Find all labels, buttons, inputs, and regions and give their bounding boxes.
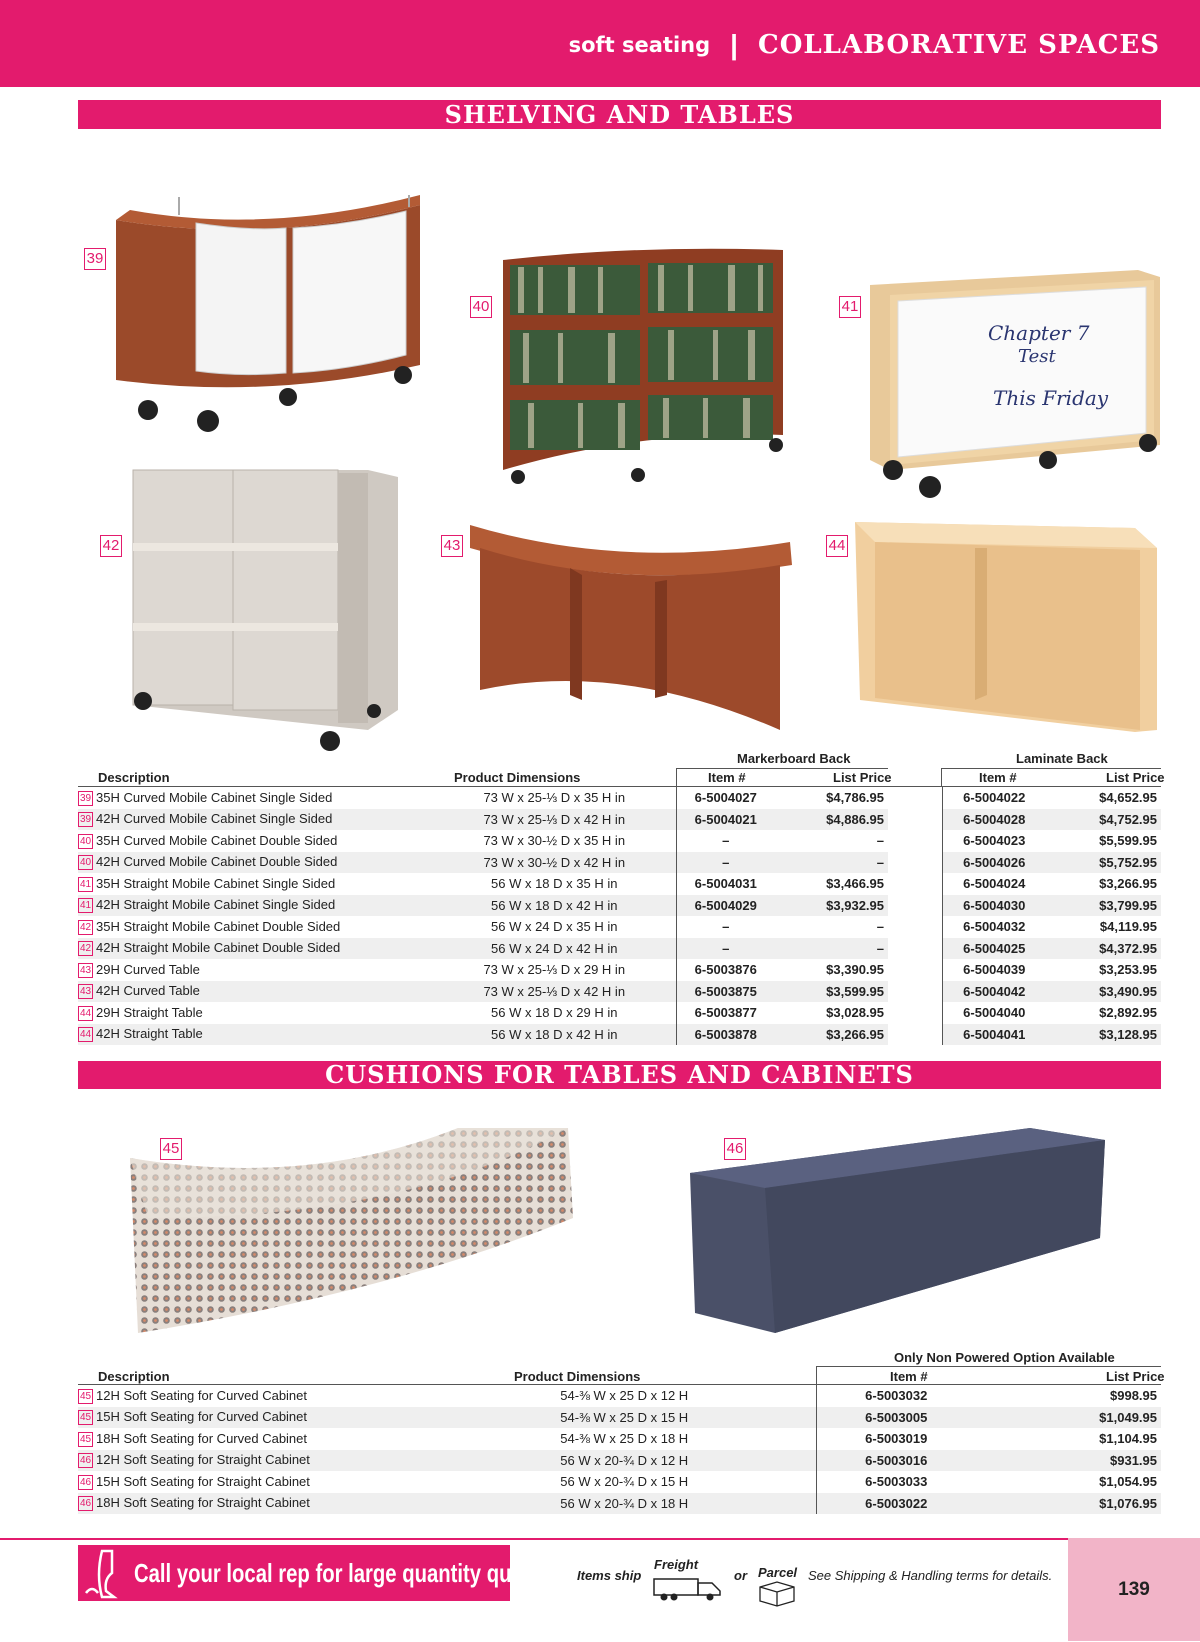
row-description-text: 42H Straight Table: [96, 1026, 203, 1042]
product-tag-43: 43: [441, 535, 463, 557]
product-image-42: [128, 465, 403, 755]
shipping-terms-note: See Shipping & Handling terms for details.: [808, 1568, 1053, 1583]
row-dimensions: 54-⅜ W x 25 D x 18 H: [560, 1431, 689, 1447]
col2-description-header: Description: [98, 1369, 170, 1384]
col2-price-header: List Price: [1106, 1369, 1165, 1384]
table-row: [78, 809, 1161, 831]
table-row: [78, 981, 1161, 1003]
row-description: [78, 1024, 433, 1046]
row-marker-price: $3,266.95: [775, 1024, 888, 1046]
row-price: $1,076.95: [976, 1493, 1161, 1515]
row-description: [78, 959, 433, 981]
row-product-number: 39: [79, 814, 92, 826]
row-description: [78, 1385, 433, 1407]
row-price: $1,054.95: [1099, 1474, 1157, 1490]
product-image-41: [868, 265, 1168, 500]
row-laminate-price: $3,799.95: [1046, 895, 1161, 917]
row-description: [78, 1493, 433, 1515]
table-row: [78, 830, 1161, 852]
row-marker-price: $3,466.95: [826, 876, 884, 892]
row-gap: [888, 916, 942, 938]
freight-truck-icon: [650, 1573, 730, 1603]
row-description: [78, 916, 433, 938]
laminate-back-header: Laminate Back: [1016, 751, 1108, 766]
table-row: [78, 938, 1161, 960]
row-product-number: 39: [79, 792, 92, 804]
row-description-text: 18H Soft Seating for Curved Cabinet: [96, 1430, 308, 1446]
row-description-text: 35H Curved Mobile Cabinet Single Sided: [96, 789, 333, 805]
product-tag-44: 44: [826, 535, 848, 557]
row-gap: [888, 852, 942, 874]
col2-dimensions-header: Product Dimensions: [514, 1369, 641, 1384]
markerboard-back-header: Markerboard Back: [737, 751, 851, 766]
row-gap: [888, 895, 942, 917]
row-laminate-item: 6-5004039: [942, 959, 1046, 981]
or-label: or: [734, 1568, 747, 1583]
markerboard-header-rule: [676, 768, 888, 769]
row-description: [78, 1471, 433, 1493]
row-dimensions: 73 W x 25-⅓ D x 42 H in: [433, 809, 676, 831]
row-product-number: 43: [79, 964, 92, 976]
row-description-text: 15H Soft Seating for Straight Cabinet: [96, 1473, 310, 1489]
row-marker-item: 6-5003875: [676, 981, 775, 1003]
row-laminate-item: 6-5004042: [942, 981, 1046, 1003]
row-description-text: 35H Straight Mobile Cabinet Double Sided: [96, 918, 341, 934]
row-marker-item: –: [676, 938, 775, 960]
freight-label: Freight: [654, 1557, 699, 1572]
section-title-cushions: CUSHIONS FOR TABLES AND CABINETS: [78, 1061, 1161, 1089]
row-gap: [888, 873, 942, 895]
row-dimensions: 54-⅜ W x 25 D x 15 H: [433, 1407, 816, 1429]
row-laminate-item: 6-5004022: [942, 787, 1046, 809]
table-row: [78, 1407, 1161, 1429]
row-gap: [888, 981, 942, 1003]
page-header-bar: [0, 0, 1200, 87]
row-laminate-item: 6-5004030: [942, 895, 1046, 917]
row-marker-price: –: [775, 852, 888, 874]
page-number: 139: [1118, 1579, 1150, 1600]
row-price: $998.95: [1110, 1388, 1157, 1404]
row-description: [78, 938, 433, 960]
row-marker-item: 6-5004027: [676, 787, 775, 809]
non-powered-header: Only Non Powered Option Available: [894, 1350, 1115, 1365]
cushions-price-table: [78, 1385, 1161, 1514]
row-laminate-price: $3,490.95: [1046, 981, 1161, 1003]
table-row: [78, 1385, 1161, 1407]
row-item: 6-5003032: [816, 1385, 976, 1407]
row-product-number: 41: [79, 900, 92, 912]
parcel-box-icon: [757, 1579, 797, 1607]
row-product-number: 44: [79, 1007, 92, 1019]
row-marker-price: $4,786.95: [826, 790, 884, 806]
product-tag-42: 42: [100, 535, 122, 557]
product-image-44: [855, 520, 1160, 735]
row-gap: [888, 1002, 942, 1024]
row-gap: [888, 938, 942, 960]
row-dimensions: 73 W x 30-½ D x 42 H in: [433, 852, 676, 874]
row-description: [78, 1407, 433, 1429]
row-marker-item: 6-5004029: [676, 895, 775, 917]
row-product-number: 46: [79, 1498, 92, 1510]
row-description-text: 29H Curved Table: [96, 961, 200, 977]
whiteboard-text-3: This Friday: [993, 386, 1109, 410]
row-laminate-price: $5,752.95: [1046, 852, 1161, 874]
whiteboard-text-1: Chapter 7: [988, 321, 1090, 345]
product-image-46: [690, 1128, 1110, 1338]
footer-rule: [0, 1538, 1068, 1540]
row-product-number: 46: [79, 1476, 92, 1488]
row-laminate-price: $5,599.95: [1099, 833, 1157, 849]
row-marker-item: 6-5003878: [676, 1024, 775, 1046]
product-image-43: [470, 520, 795, 735]
row-dimensions: 73 W x 25-⅓ D x 29 H in: [483, 962, 626, 978]
row-dimensions: 56 W x 18 D x 42 H in: [433, 895, 676, 917]
row-description-text: 42H Curved Table: [96, 983, 200, 999]
row-dimensions: 54-⅜ W x 25 D x 12 H: [560, 1388, 689, 1404]
row-laminate-price: $3,266.95: [1099, 876, 1157, 892]
parcel-label: Parcel: [758, 1565, 798, 1580]
row-product-number: 44: [79, 1029, 92, 1041]
row-description: [78, 787, 433, 809]
product-tag-45: 45: [160, 1138, 182, 1160]
row-product-number: 45: [79, 1433, 92, 1445]
row-marker-price: –: [876, 833, 884, 849]
row-description: [78, 1450, 433, 1472]
table-row: [78, 1471, 1161, 1493]
col-laminate-item-header: Item #: [979, 770, 1017, 785]
row-gap: [888, 809, 942, 831]
row-item: 6-5003005: [816, 1407, 976, 1429]
table-row: [78, 1024, 1161, 1046]
row-description-text: 29H Straight Table: [96, 1004, 203, 1020]
row-laminate-price: $3,253.95: [1099, 962, 1157, 978]
row-marker-price: –: [775, 938, 888, 960]
row-price: $1,049.95: [976, 1407, 1161, 1429]
row-gap: [888, 787, 942, 809]
product-image-40: [498, 245, 788, 485]
table-row: [78, 895, 1161, 917]
col2-item-header: Item #: [890, 1369, 928, 1384]
row-item: 6-5003033: [816, 1471, 976, 1493]
table-row: [78, 1450, 1161, 1472]
items-ship-label: Items ship: [577, 1568, 642, 1583]
row-product-number: 40: [79, 857, 92, 869]
row-laminate-item: 6-5004024: [942, 873, 1046, 895]
row-marker-price: –: [876, 919, 884, 935]
row-marker-item: 6-5004021: [676, 809, 775, 831]
row-price: $1,104.95: [1099, 1431, 1157, 1447]
row-gap: [888, 1024, 942, 1046]
product-image-39: [108, 195, 428, 455]
row-item: 6-5003016: [816, 1450, 976, 1472]
row-laminate-price: $2,892.95: [1099, 1005, 1157, 1021]
row-laminate-item: 6-5004025: [942, 938, 1046, 960]
row-description-text: 42H Straight Mobile Cabinet Double Sided: [96, 940, 341, 956]
row-marker-price: $3,390.95: [826, 962, 884, 978]
row-gap: [888, 830, 942, 852]
breadcrumb: [569, 30, 1160, 60]
quantity-quote-text: Call your local rep for large quantity quotes.: [134, 1558, 559, 1588]
row-description: [78, 852, 433, 874]
row-marker-price: $3,599.95: [775, 981, 888, 1003]
row-marker-item: 6-5004031: [676, 873, 775, 895]
table-row: [78, 787, 1161, 809]
row-laminate-item: 6-5004041: [942, 1024, 1046, 1046]
product-tag-46: 46: [724, 1138, 746, 1160]
subsection-title: soft seating: [568, 33, 711, 57]
row-dimensions: 56 W x 18 D x 35 H in: [491, 876, 618, 892]
row-description-text: 15H Soft Seating for Curved Cabinet: [96, 1409, 308, 1425]
col-dimensions-header: Product Dimensions: [454, 770, 581, 785]
row-laminate-item: 6-5004032: [942, 916, 1046, 938]
row-dimensions: 73 W x 25-⅓ D x 42 H in: [433, 981, 676, 1003]
row-laminate-price: $4,119.95: [1099, 919, 1157, 935]
product-image-45: [128, 1128, 573, 1343]
row-price: $931.95: [976, 1450, 1161, 1472]
row-dimensions: 56 W x 20-¾ D x 18 H: [433, 1493, 816, 1515]
row-description-text: 42H Curved Mobile Cabinet Double Sided: [96, 854, 338, 870]
row-marker-item: –: [676, 916, 775, 938]
row-product-number: 42: [79, 921, 92, 933]
row-laminate-price: $4,652.95: [1099, 790, 1157, 806]
col-description-header: Description: [98, 770, 170, 785]
row-product-number: 46: [79, 1455, 92, 1467]
row-product-number: 45: [79, 1412, 92, 1424]
row-marker-price: $3,028.95: [826, 1005, 884, 1021]
row-dimensions: 56 W x 18 D x 42 H in: [433, 1024, 676, 1046]
row-description: [78, 895, 433, 917]
row-description-text: 42H Straight Mobile Cabinet Single Sided: [96, 897, 336, 913]
row-description-text: 12H Soft Seating for Straight Cabinet: [96, 1452, 310, 1468]
row-description-text: 42H Curved Mobile Cabinet Single Sided: [96, 811, 333, 827]
row-marker-item: 6-5003877: [676, 1002, 775, 1024]
table-row: [78, 1002, 1161, 1024]
row-description: [78, 873, 433, 895]
row-laminate-price: $4,372.95: [1046, 938, 1161, 960]
row-description: [78, 1002, 433, 1024]
row-product-number: 43: [79, 986, 92, 998]
row-description: [78, 809, 433, 831]
row-description: [78, 830, 433, 852]
row-item: 6-5003022: [816, 1493, 976, 1515]
row-dimensions: 73 W x 30-½ D x 35 H in: [483, 833, 626, 849]
row-marker-item: –: [676, 830, 775, 852]
table-row: [78, 959, 1161, 981]
row-laminate-item: 6-5004028: [942, 809, 1046, 831]
row-laminate-item: 6-5004026: [942, 852, 1046, 874]
quantity-quote-banner: [78, 1545, 559, 1601]
non-powered-header-rule: [816, 1366, 1161, 1367]
row-product-number: 42: [79, 943, 92, 955]
row-product-number: 40: [79, 835, 92, 847]
row-dimensions: 56 W x 20-¾ D x 12 H: [433, 1450, 816, 1472]
table-row: [78, 916, 1161, 938]
row-description-text: 18H Soft Seating for Straight Cabinet: [96, 1495, 310, 1511]
row-laminate-item: 6-5004023: [942, 830, 1046, 852]
row-marker-price: $4,886.95: [775, 809, 888, 831]
row-laminate-price: $4,752.95: [1046, 809, 1161, 831]
phone-icon: [78, 1545, 134, 1601]
table-row: [78, 1428, 1161, 1450]
row-dimensions: 56 W x 24 D x 42 H in: [433, 938, 676, 960]
row-marker-item: 6-5003876: [676, 959, 775, 981]
product-tag-39: 39: [84, 248, 106, 270]
row-gap: [888, 959, 942, 981]
row-marker-price: $3,932.95: [775, 895, 888, 917]
row-dimensions: 73 W x 25-⅓ D x 35 H in: [483, 790, 626, 806]
row-description: [78, 981, 433, 1003]
col-marker-price-header: List Price: [833, 770, 892, 785]
row-laminate-item: 6-5004040: [942, 1002, 1046, 1024]
row-dimensions: 56 W x 20-¾ D x 15 H: [560, 1474, 689, 1490]
col-laminate-price-header: List Price: [1106, 770, 1165, 785]
section-title-shelving: SHELVING AND TABLES: [78, 100, 1161, 129]
shelving-tables-price-table: [78, 787, 1161, 1045]
product-tag-40: 40: [470, 296, 492, 318]
row-dimensions: 56 W x 24 D x 35 H in: [491, 919, 618, 935]
row-product-number: 41: [79, 878, 92, 890]
table-row: [78, 852, 1161, 874]
laminate-header-rule: [941, 768, 1161, 769]
product-tag-41: 41: [839, 296, 861, 318]
row-dimensions: 56 W x 18 D x 29 H in: [491, 1005, 618, 1021]
row-description-text: 12H Soft Seating for Curved Cabinet: [96, 1387, 308, 1403]
row-marker-item: –: [676, 852, 775, 874]
row-product-number: 45: [79, 1390, 92, 1402]
table-row: [78, 1493, 1161, 1515]
row-description-text: 35H Curved Mobile Cabinet Double Sided: [96, 832, 338, 848]
table-row: [78, 873, 1161, 895]
row-description-text: 35H Straight Mobile Cabinet Single Sided: [96, 875, 336, 891]
breadcrumb-separator: |: [730, 29, 738, 60]
whiteboard-text-2: Test: [1018, 346, 1056, 367]
row-laminate-price: $3,128.95: [1046, 1024, 1161, 1046]
col-marker-item-header: Item #: [708, 770, 746, 785]
section-title: COLLABORATIVE SPACES: [758, 30, 1160, 60]
row-item: 6-5003019: [816, 1428, 976, 1450]
row-description: [78, 1428, 433, 1450]
